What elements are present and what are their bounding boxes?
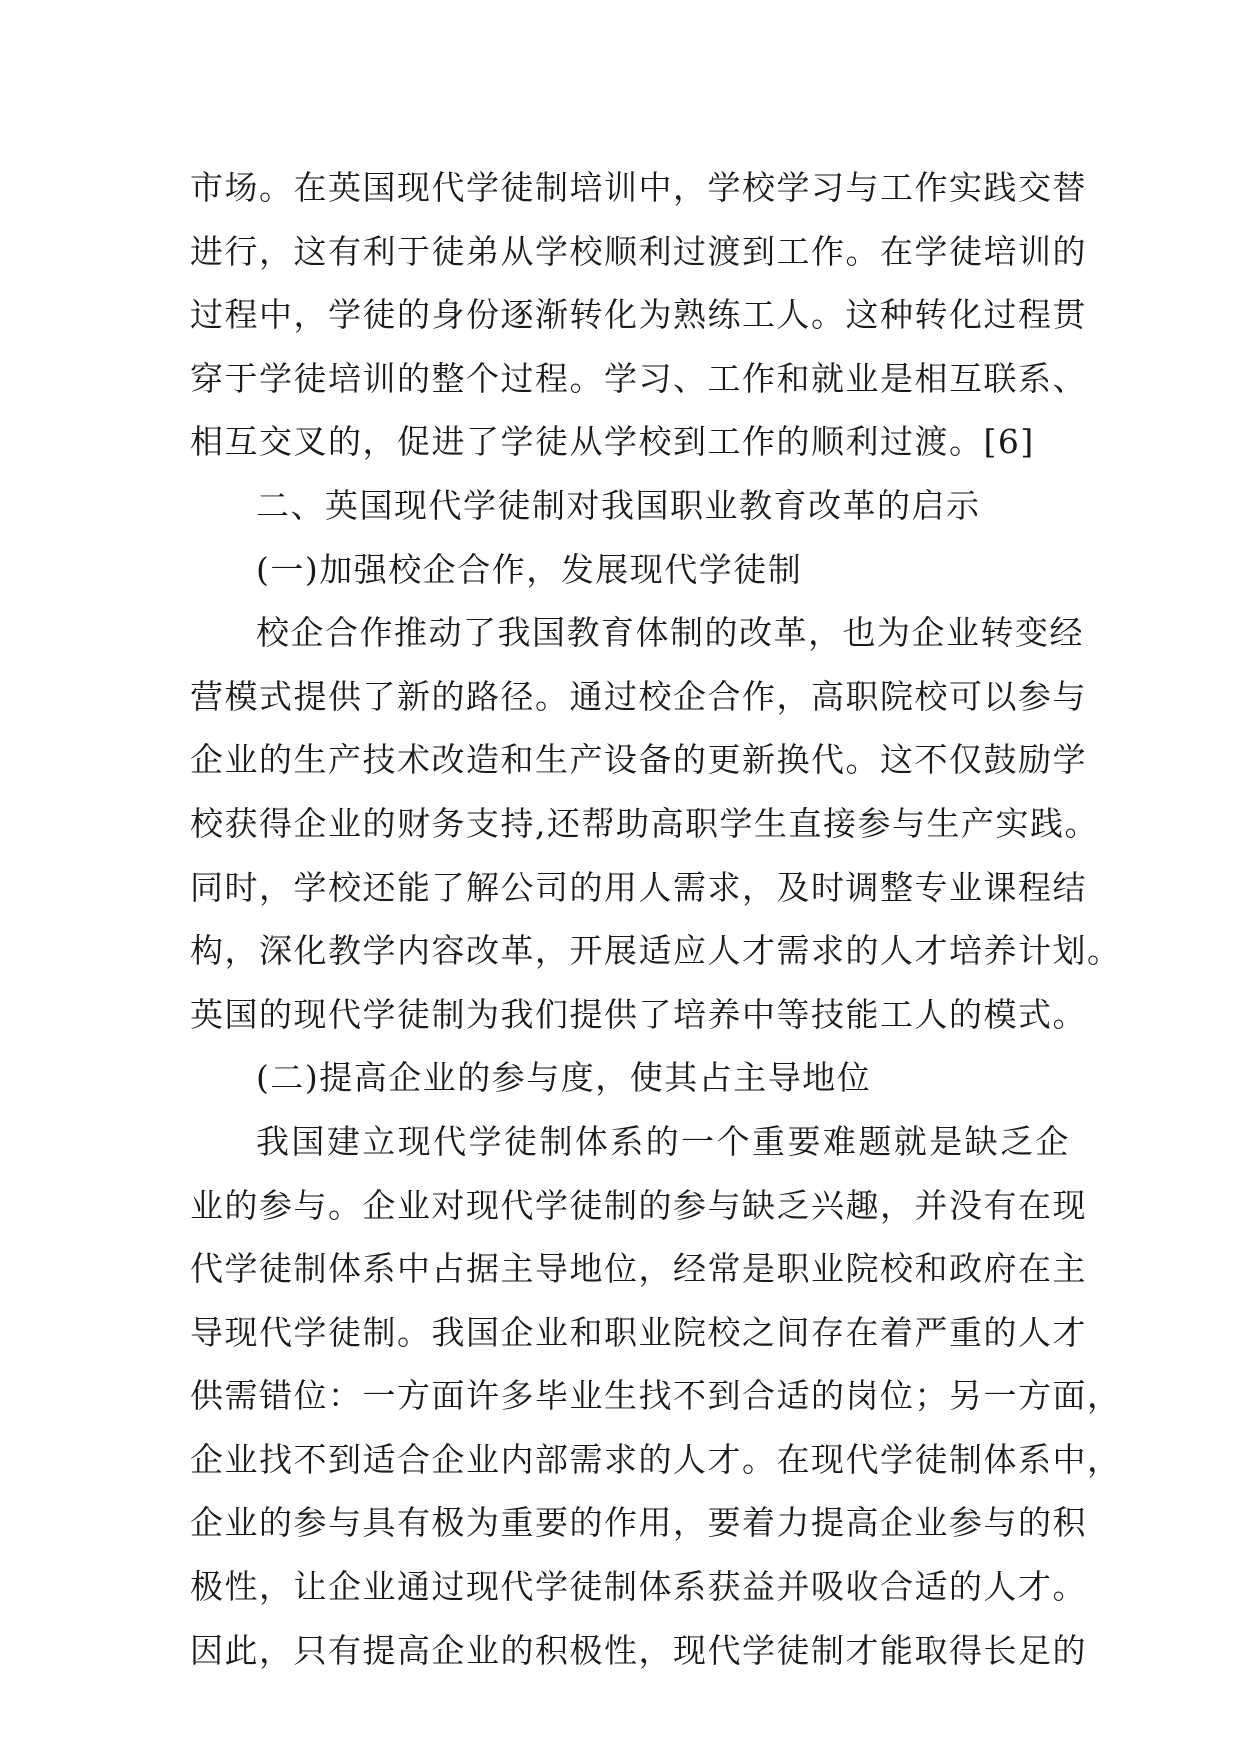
body-text [190,156,1122,1682]
text-line: 供需错位：一方面许多毕业生找不到合适的岗位；另一方面， [190,1376,1122,1416]
text-line: 市场。在英国现代学徒制培训中，学校学习与工作实践交替 [190,168,1087,207]
text-line: 企业的生产技术改造和生产设备的更新换代。这不仅鼓励学 [190,740,1087,780]
text-line: 构，深化教学内容改革，开展适应人才需求的人才培养计划。 [190,931,1122,971]
subsection-heading: (一)加强校企合作，发展现代学徒制 [256,549,803,589]
text-line: 英国的现代学徒制为我们提供了培养中等技能工人的模式。 [190,994,1087,1034]
text-line: 导现代学徒制。我国企业和职业院校之间存在着严重的人才 [190,1312,1087,1352]
text-line: 穿于学徒培训的整个过程。学习、工作和就业是相互联系、 [190,358,1087,398]
text-line: 因此，只有提高企业的积极性，现代学徒制才能取得长足的 [190,1630,1087,1670]
text-line: 极性，让企业通过现代学徒制体系获益并吸收合适的人才。 [190,1567,1087,1607]
text-line: 过程中，学徒的身份逐渐转化为熟练工人。这种转化过程贯 [190,295,1087,335]
text-line: 代学徒制体系中占据主导地位，经常是职业院校和政府在主 [190,1249,1087,1289]
paragraph-first-line: 校企合作推动了我国教育体制的改革，也为企业转变经 [256,613,1084,653]
text-line: 同时，学校还能了解公司的用人需求，及时调整专业课程结 [190,867,1087,907]
text-line: 进行，这有利于徒弟从学校顺利过渡到工作。在学徒培训的 [190,231,1087,271]
text-line: 校获得企业的财务支持,还帮助高职学生直接参与生产实践。 [190,803,1099,843]
paragraph-first-line: 我国建立现代学徒制体系的一个重要难题就是缺乏企 [256,1121,1070,1161]
text-line: 相互交叉的，促进了学徒从学校到工作的顺利过渡。[6] [190,422,1035,462]
text-line: 业的参与。企业对现代学徒制的参与缺乏兴趣，并没有在现 [190,1185,1087,1225]
text-line: 企业找不到适合企业内部需求的人才。在现代学徒制体系中， [190,1439,1122,1479]
subsection-heading: (二)提高企业的参与度，使其占主导地位 [256,1058,872,1098]
text-line: 企业的参与具有极为重要的作用，要着力提高企业参与的积 [190,1503,1087,1543]
section-heading: 二、英国现代学徒制对我国职业教育改革的启示 [256,485,981,525]
text-line: 营模式提供了新的路径。通过校企合作，高职院校可以参与 [190,676,1087,716]
